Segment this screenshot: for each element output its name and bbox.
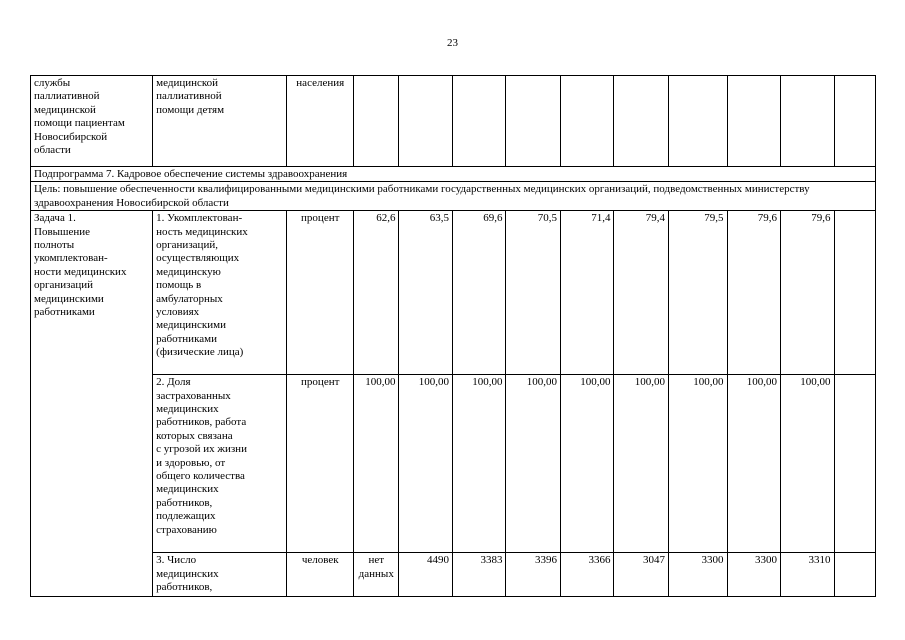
unit-cell: населения bbox=[287, 76, 354, 167]
value-cell: 3047 bbox=[614, 553, 669, 597]
value-cell: 100,00 bbox=[399, 375, 453, 553]
value-cell bbox=[834, 375, 875, 553]
table-row bbox=[31, 76, 876, 167]
value-cell: 100,00 bbox=[614, 375, 669, 553]
value-cell bbox=[669, 76, 728, 167]
value-cell: 62,6 bbox=[354, 211, 399, 375]
indicator-name-cell: 1. Укомплектован- ность медицинских организаций, осуществляющих медицинскую помощь в амбулаторных условиях медицинскими работниками (физические лица) bbox=[153, 211, 287, 375]
table-row bbox=[31, 375, 876, 553]
goal-text-cell: службы паллиативной медицинской помощи пациентам Новосибирской области bbox=[31, 76, 153, 167]
value-cell: 79,6 bbox=[727, 211, 781, 375]
unit-cell: процент bbox=[287, 375, 354, 553]
value-cell: 79,5 bbox=[669, 211, 728, 375]
value-cell bbox=[727, 76, 781, 167]
value-cell: 3383 bbox=[452, 553, 506, 597]
value-cell bbox=[781, 76, 835, 167]
value-cell: 3366 bbox=[560, 553, 614, 597]
value-cell: 100,00 bbox=[727, 375, 781, 553]
value-cell bbox=[399, 76, 453, 167]
subprogram-title: Подпрограмма 7. Кадровое обеспечение системы здравоохранения bbox=[31, 167, 876, 182]
value-cell bbox=[560, 76, 614, 167]
value-cell: 100,00 bbox=[669, 375, 728, 553]
table-row bbox=[31, 553, 876, 597]
program-indicators-table bbox=[30, 75, 876, 597]
value-cell: 79,6 bbox=[781, 211, 835, 375]
value-cell: 100,00 bbox=[354, 375, 399, 553]
task-cell: Задача 1. Повышение полноты укомплектован- ности медицинских организаций медицинскими работниками bbox=[31, 211, 153, 597]
value-cell bbox=[506, 76, 561, 167]
page-number: 23 bbox=[447, 37, 458, 49]
value-cell: нет данных bbox=[354, 553, 399, 597]
value-cell bbox=[834, 211, 875, 375]
value-cell: 3300 bbox=[727, 553, 781, 597]
goal-text: Цель: повышение обеспеченности квалифицированными медицинскими работниками государственных медицинских организаций, подведомственных министерству здравоохранения Новосибирской области bbox=[31, 182, 876, 211]
value-cell: 3396 bbox=[506, 553, 561, 597]
table-row bbox=[31, 211, 876, 375]
indicator-name-cell: 3. Число медицинских работников, bbox=[153, 553, 287, 597]
value-cell: 79,4 bbox=[614, 211, 669, 375]
value-cell: 100,00 bbox=[506, 375, 561, 553]
value-cell: 4490 bbox=[399, 553, 453, 597]
value-cell bbox=[834, 76, 875, 167]
value-cell: 70,5 bbox=[506, 211, 561, 375]
value-cell bbox=[354, 76, 399, 167]
unit-cell: процент bbox=[287, 211, 354, 375]
indicator-name-cell: 2. Доля застрахованных медицинских работников, работа которых связана с угрозой их жизни и здоровью, от общего количества медицинских работников, подлежащих страхованию bbox=[153, 375, 287, 553]
value-cell: 3300 bbox=[669, 553, 728, 597]
value-cell: 63,5 bbox=[399, 211, 453, 375]
value-cell bbox=[834, 553, 875, 597]
table-row bbox=[31, 167, 876, 182]
unit-cell: человек bbox=[287, 553, 354, 597]
value-cell: 71,4 bbox=[560, 211, 614, 375]
value-cell: 100,00 bbox=[452, 375, 506, 553]
value-cell: 3310 bbox=[781, 553, 835, 597]
value-cell bbox=[614, 76, 669, 167]
value-cell: 100,00 bbox=[560, 375, 614, 553]
table-row bbox=[31, 182, 876, 211]
value-cell: 69,6 bbox=[452, 211, 506, 375]
value-cell bbox=[452, 76, 506, 167]
indicator-name-cell: медицинской паллиативной помощи детям bbox=[153, 76, 287, 167]
value-cell: 100,00 bbox=[781, 375, 835, 553]
